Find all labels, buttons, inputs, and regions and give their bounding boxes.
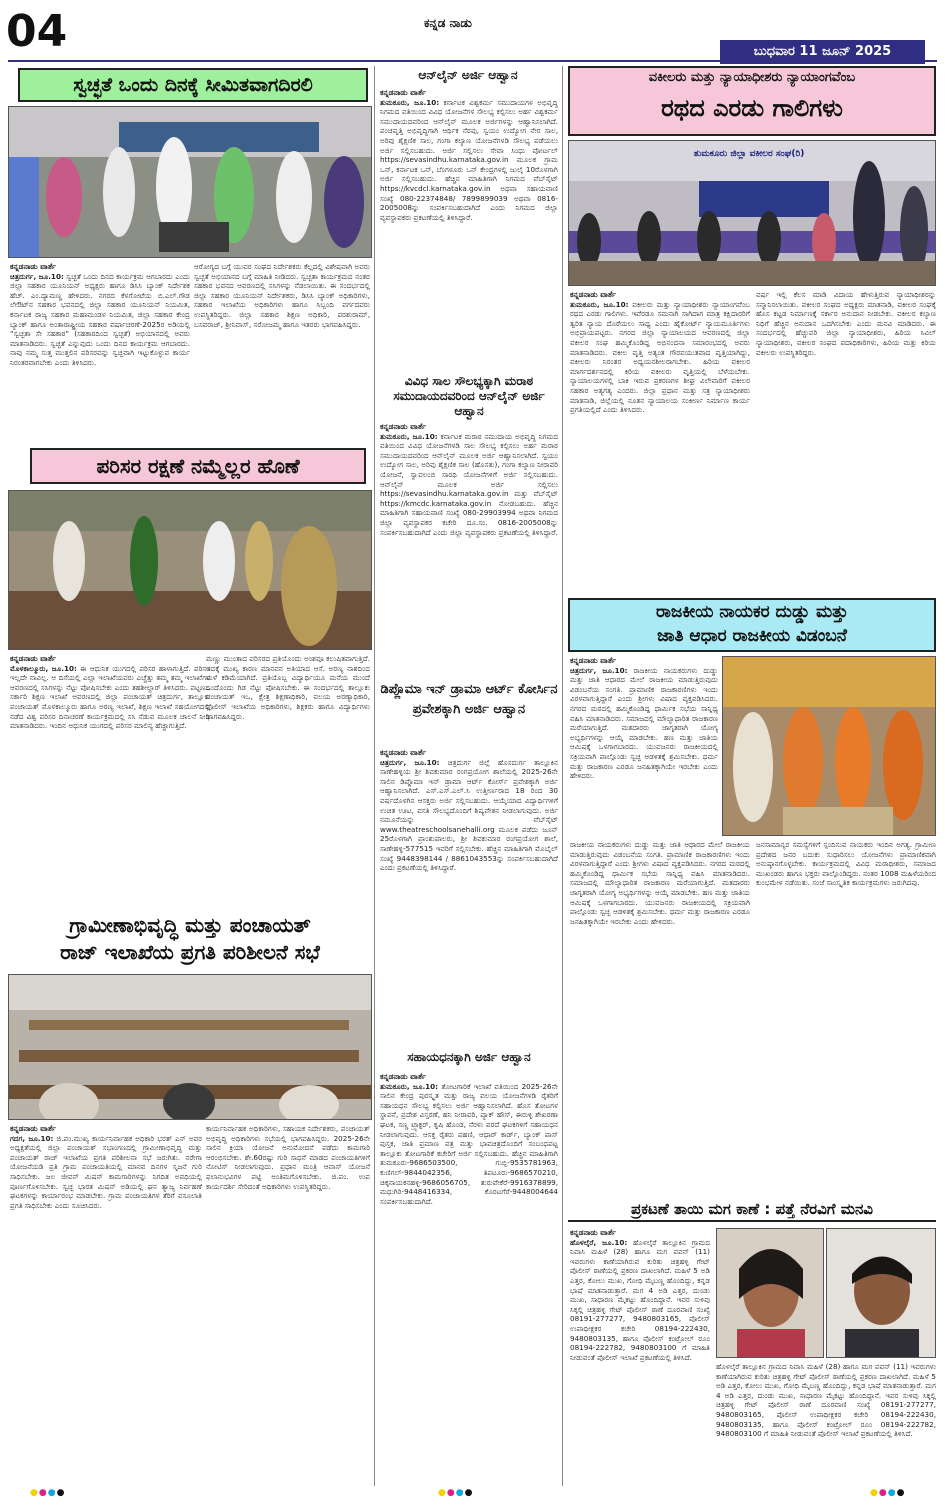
photo-vakilaru-banner: ತುಮಕೂರು ಜಿಲ್ಲಾ ವಕೀಲರ ಸಂಘ(ರಿ) — [693, 149, 805, 159]
headline-rajakiya-line1: ರಾಜಕೀಯ ನಾಯಕರ ದುಡ್ಡು ಮತ್ತು — [655, 602, 849, 622]
byline: ಕನ್ನಡನಾಡು ವಾರ್ತೆ — [570, 290, 617, 299]
issue-date: ಬುಧವಾರ 11 ಜೂನ್ 2025 — [720, 40, 925, 64]
column-divider — [374, 66, 375, 1486]
story-body-gramina-1 — [10, 1124, 202, 1464]
headline-maratha: ವಿವಿಧ ಸಾಲ ಸೌಲಭ್ಯಕ್ಕಾಗಿ ಮರಾಠ ಸಮುದಾಯದವರಿಂದ ಆನ್‌ಲೈನ್ ಅರ್ಜಿ ಆಹ್ವಾನ — [393, 374, 545, 418]
photo-vakilaru-image — [569, 141, 936, 286]
story-text: ಸ್ವಚ್ಛತೆ ಒಂದು ದಿನದ ಕಾರ್ಯಕ್ರಮ ಆಗಬಾರದು ಎಂದು ಜಿಲ್ಲಾ ಸಹಕಾರ ಯೂನಿಯನ್ ಅಧ್ಯಕ್ಷರು ಹಾಗೂ ಡಿಸಿಸಿ ಬ್ಯಾಂಕ್ ನಿರ್ದೇಶಕ ಹೆಚ್. ಎಂ.ದ್ಯಾಮಣ್ಣ ಹೇಳಿದರು. ನಗರದ ಕೆಳಗೋಟೆಯ ಬಿ.ಎಲ್.ಗೌಡ ಲೇಔಟ್‌ನ ಸಹಕಾರ ಭವನದಲ್ಲಿ ಜಿಲ್ಲಾ ಸಹಕಾರ ಯೂನಿಯನ್ ನಿಯಮಿತ, ಕರ್ನಾಟಕ ರಾಜ್ಯ ಸಹಕಾರ ಮಹಾಮಂಡಳ ನಿಯಮಿತ, ಜಿಲ್ಲಾ ಸಹಕಾರ ಕೇಂದ್ರ ಬ್ಯಾಂಕ್ ಹಾಗೂ ಅಂತಾರಾಷ್ಟ್ರೀಯ ಸಹಕಾರ ವರ್ಷಾಚರಣೆ-2025ರ ಅಡಿಯಲ್ಲಿ “ಸ್ವಚ್ಛತಾ ಸೇ ಸಹಕಾರ” (ಸಹಕಾರದಿಂದ ಸ್ವಚ್ಛತೆ) ಅಭಿಯಾನದಲ್ಲಿ ಅವರು ಮಾತನಾಡಿದರು. ಸ್ವಚ್ಛತೆ ಎನ್ನುವುದು ಒಂದು ದಿನದ ಕಾರ್ಯಕ್ರಮ ಆಗಬಾರದು. ನಾವು ನಮ್ಮ ಸುತ್ತ ಮುತ್ತಲಿನ ಪರಿಸರವನ್ನು ಸ್ವಚ್ಛವಾಗಿ ಇಟ್ಟುಕೊಳ್ಳುವ ಕಾರ್ಯ ನಿರಂತರವಾಗಬೇಕು ಎಂದು ತಿಳಿಸಿದರು. — [10, 271, 190, 367]
story-text: ತೋಟಗಾರಿಕೆ ಇಲಾಖೆ ವತಿಯಿಂದ 2025-26ನೇ ಸಾಲಿನ ಕೇಂದ್ರ ಪುರಸ್ಕೃತ ಮತ್ತು ರಾಜ್ಯ ವಲಯ ಯೋಜನೆಗಳಡಿ ರೈತರಿಗೆ ಸಹಾಯಧನ ಸೌಲಭ್ಯ ಕಲ್ಪಿಸಲು ಅರ್ಜಿ ಆಹ್ವಾನಿಸಲಾಗಿದೆ. ಹೊಸ ತೋಟಗಳ ಸ್ಥಾಪನೆ, ಪ್ರದೇಶ ವಿಸ್ತರಣೆ, ಹನಿ ನೀರಾವರಿ, ಪ್ಯಾಕ್ ಹೌಸ್, ಈರುಳ್ಳಿ ಶೇಖರಣಾ ಘಟಕ, ಸಣ್ಣ ಟ್ರ್ಯಾಕ್ಟರ್, ಕೃಷಿ ಹೊಂಡ, ನೆರಳು ಪರದೆ ಘಟಕಗಳಿಗೆ ಸಹಾಯಧನ ನೀಡಲಾಗುವುದು. ಆಸಕ್ತ ರೈತರು ಪಹಣಿ, ಆಧಾರ್ ಕಾರ್ಡ್, ಬ್ಯಾಂಕ್ ಪಾಸ್ ಪುಸ್ತಕ, ಜಾತಿ ಪ್ರಮಾಣ ಪತ್ರ ಮತ್ತು ಭಾವಚಿತ್ರದೊಂದಿಗೆ ಸಂಬಂಧಪಟ್ಟ ತಾಲ್ಲೂಕು ತೋಟಗಾರಿಕೆ ಕಚೇರಿಗೆ ಅರ್ಜಿ ಸಲ್ಲಿಸಬಹುದು. ಹೆಚ್ಚಿನ ಮಾಹಿತಿಗಾಗಿ ತುಮಕೂರು-9686503500, ಗುಬ್ಬಿ-9535781963, ಕುಣಿಗಲ್-9844042356, ತಿಪಟೂರು-9686570210, ಚಿಕ್ಕನಾಯಕನಹಳ್ಳಿ-9686056705, ತುರುವೇಕೆರೆ-9916378899, ಮಧುಗಿರಿ-9448416334, ಕೊರಟಗೆರೆ-9448004644 ಸಂಪರ್ಕಿಸಬಹುದಾಗಿದೆ. — [380, 1081, 558, 1206]
headline-gramina-line2: ರಾಜ್ ಇಲಾಖೆಯ ಪ್ರಗತಿ ಪರಿಶೀಲನೆ ಸಭೆ — [60, 940, 320, 964]
story-text: ಕರ್ನಾಟಕ ವಿಶ್ವಕರ್ಮ ಸಮುದಾಯಗಳ ಅಭಿವೃದ್ಧಿ ನಿಗಮದ ವತಿಯಿಂದ ವಿವಿಧ ಯೋಜನೆಗಳ ಸೌಲಭ್ಯ ಕಲ್ಪಿಸಲು ಅರ್ಹ ವಿಶ್ವಕರ್ಮ ಸಮುದಾಯದವರಿಂದ ಆನ್‌ಲೈನ್ ಮೂಲಕ ಅರ್ಜಿಗಳನ್ನು ಆಹ್ವಾನಿಸಲಾಗಿದೆ. ಪಂಚವೃತ್ತಿ ಅಭಿವೃದ್ಧಿಗಾಗಿ ಆರ್ಥಿಕ ನೆರವು, ಸ್ವಯಂ ಉದ್ಯೋಗ ನೇರ ಸಾಲ, ಅರಿವು ಶೈಕ್ಷಣಿಕ ಸಾಲ, ಗಂಗಾ ಕಲ್ಯಾಣ ಯೋಜನೆಗಳಡಿ ಸೌಲಭ್ಯ ಪಡೆಯಲು ಅರ್ಜಿ ಸಲ್ಲಿಸಬಹುದು. ಅರ್ಜಿ ಸಲ್ಲಿಸಲು ಸೇವಾ ಸಿಂಧು ಪೋರ್ಟಲ್ https://sevasindhu.karnataka.gov.in ಮೂಲಕ ಗ್ರಾಮ ಒನ್, ಕರ್ನಾಟಕ ಒನ್, ಬೆಂಗಳೂರು ಒನ್ ಕೇಂದ್ರಗಳಲ್ಲಿ ಜುಲೈ 10ರೊಳಗಾಗಿ ಅರ್ಜಿ ಸಲ್ಲಿಸಬಹುದು. ಹೆಚ್ಚಿನ ಮಾಹಿತಿಗಾಗಿ ನಿಗಮದ ವೆಬ್‌ಸೈಟ್ https://kvcdcl.karnataka.gov.in ಅಥವಾ ಸಹಾಯವಾಣಿ ಸಂಖ್ಯೆ 080-22374848/ 7899899039 ಅಥವಾ 0816-2005008ನ್ನು ಸಂಪರ್ಕಿಸಬಹುದಾಗಿದೆ ಎಂದು ನಿಗಮದ ಜಿಲ್ಲಾ ವ್ಯವಸ್ಥಾಪಕರು ಪ್ರಕಟಣೆಯಲ್ಲಿ ತಿಳಿಸಿದ್ದಾರೆ. — [380, 97, 558, 222]
photo-gramina — [8, 974, 372, 1120]
photo-vakilaru — [568, 140, 936, 286]
photo-missing-son — [826, 1228, 936, 1358]
photo-missing-son-image — [827, 1229, 936, 1358]
photo-swachhate-image — [9, 107, 372, 258]
column-divider — [562, 66, 563, 1486]
byline: ಕನ್ನಡನಾಡು ವಾರ್ತೆ — [10, 654, 57, 663]
headline-vakilaru-line2: ರಥದ ಎರಡು ಗಾಲಿಗಳು — [661, 94, 843, 122]
page-number: 04 — [6, 6, 68, 57]
dateline: ತುಮಕೂರು, ಜೂ.10: — [570, 299, 629, 309]
dateline: ಚಿತ್ರದುರ್ಗ, ಜೂ.10: — [570, 665, 628, 675]
photo-parisara — [8, 490, 372, 650]
story-text: ವಕೀಲರು ಮತ್ತು ನ್ಯಾಯಾಧೀಶರು ನ್ಯಾಯಾಂಗವೆಂಬ ರಥದ ಎರಡು ಗಾಲಿಗಳು. ಇವೆರಡೂ ಸಮನಾಗಿ ಸಾಗಿದಾಗ ಮಾತ್ರ ಕಕ್ಷಿದಾರರಿಗೆ ತ್ವರಿತ ನ್ಯಾಯ ದೊರೆಯಲು ಸಾಧ್ಯ ಎಂದು ಹೈಕೋರ್ಟ್ ನ್ಯಾಯಮೂರ್ತಿಗಳು ಅಭಿಪ್ರಾಯಪಟ್ಟರು. ನಗರದ ಜಿಲ್ಲಾ ನ್ಯಾಯಾಲಯದ ಆವರಣದಲ್ಲಿ ಜಿಲ್ಲಾ ವಕೀಲರ ಸಂಘ ಹಮ್ಮಿಕೊಂಡಿದ್ದ ಅಭಿನಂದನಾ ಸಮಾರಂಭದಲ್ಲಿ ಅವರು ಮಾತನಾಡಿದರು. ವಕೀಲ ವೃತ್ತಿ ಅತ್ಯಂತ ಗೌರವಯುತವಾದ ವೃತ್ತಿಯಾಗಿದ್ದು, ವಕೀಲರು ನಿರಂತರ ಅಧ್ಯಯನಶೀಲರಾಗಬೇಕು. ಹಿರಿಯ ವಕೀಲರ ಮಾರ್ಗದರ್ಶನದಲ್ಲಿ ಕಿರಿಯ ವಕೀಲರು ವೃತ್ತಿಯಲ್ಲಿ ಬೆಳೆಯಬೇಕು. ನ್ಯಾಯಾಲಯಗಳಲ್ಲಿ ಬಾಕಿ ಇರುವ ಪ್ರಕರಣಗಳ ಶೀಘ್ರ ವಿಲೇವಾರಿಗೆ ವಕೀಲರ ಸಹಕಾರ ಅತ್ಯಗತ್ಯ ಎಂದರು. ಜಿಲ್ಲಾ ಪ್ರಧಾನ ಮತ್ತು ಸತ್ರ ನ್ಯಾಯಾಧೀಶರು ಮಾತನಾಡಿ, ಜಿಲ್ಲೆಯಲ್ಲಿ ನೂತನ ನ್ಯಾಯಾಲಯ ಸಂಕೀರ್ಣ ನಿರ್ಮಾಣ ಕಾರ್ಯ ಪ್ರಗತಿಯಲ್ಲಿದೆ ಎಂದು ತಿಳಿಸಿದರು. — [570, 299, 750, 415]
headline-vakilaru-line1: ವಕೀಲರು ಮತ್ತು ನ್ಯಾಯಾಧೀಶರು ನ್ಯಾಯಾಂಗವೆಂಬ — [648, 70, 856, 85]
headline-sahayadhana: ಸಹಾಯಧನಕ್ಕಾಗಿ ಅರ್ಜಿ ಆಹ್ವಾನ — [407, 1050, 531, 1064]
story-body-diploma — [380, 748, 558, 1038]
masthead-title: ಕನ್ನಡ ನಾಡು — [424, 16, 472, 30]
dateline: ಗದಗ, ಜೂ.10: — [10, 1133, 54, 1143]
dateline: ಚಿತ್ರದುರ್ಗ, ಜೂ.10: — [10, 271, 64, 281]
story-text: ರಾಜಕೀಯ ನಾಯಕರುಗಳು ದುಡ್ಡು ಮತ್ತು ಜಾತಿ ಆಧಾರದ ಮೇಲೆ ರಾಜಕೀಯ ಮಾಡುತ್ತಿರುವುದು ವಿಡಂಬನೆಯ ಸಂಗತಿ. ಪ್ರಾಮಾಣಿಕ ರಾಜಕಾರಣಿಗಳು ಇಂದು ವಿರಳವಾಗುತ್ತಿದ್ದಾರೆ ಎಂದು ಶ್ರೀಗಳು ವಿಷಾದ ವ್ಯಕ್ತಪಡಿಸಿದರು. ನಗರದ ಮಠದಲ್ಲಿ ಹಮ್ಮಿಕೊಂಡಿದ್ದ ಧಾರ್ಮಿಕ ಸಭೆಯ ಸಾನ್ನಿಧ್ಯ ವಹಿಸಿ ಮಾತನಾಡಿದರು. ಸಮಾಜದಲ್ಲಿ ಮೌಲ್ಯಾಧಾರಿತ ರಾಜಕಾರಣ ಮರೆಯಾಗುತ್ತಿದೆ. ಮತದಾರರು ಜಾಗೃತರಾಗಿ ಯೋಗ್ಯ ಅಭ್ಯರ್ಥಿಗಳನ್ನು ಆಯ್ಕೆ ಮಾಡಬೇಕು. ಹಣ ಮತ್ತು ಜಾತಿಯ ಆಮಿಷಕ್ಕೆ ಒಳಗಾಗಬಾರದು. ಯುವಜನರು ರಾಜಕೀಯದಲ್ಲಿ ಸಕ್ರಿಯವಾಗಿ ಪಾಲ್ಗೊಂಡು ಸ್ವಚ್ಛ ಆಡಳಿತಕ್ಕೆ ಶ್ರಮಿಸಬೇಕು. ಧರ್ಮ ಮತ್ತು ರಾಜಕಾರಣ ಎರಡೂ ಜನಹಿತಕ್ಕಾಗಿಯೇ ಇರಬೇಕು ಎಂದು ಹೇಳಿದರು. — [570, 665, 718, 781]
photo-missing-mother — [716, 1228, 824, 1358]
story-body-parisara-1 — [10, 654, 210, 912]
story-body-maratha — [380, 422, 558, 672]
print-registration-dots: ●●●● — [438, 1488, 474, 1498]
story-body-prakatane — [570, 1228, 710, 1468]
story-body-online — [380, 88, 558, 358]
byline: ಕನ್ನಡನಾಡು ವಾರ್ತೆ — [570, 1228, 617, 1237]
headline-swachhate: ಸ್ವಚ್ಛತೆ ಒಂದು ದಿನಕ್ಕೆ ಸೀಮಿತವಾಗದಿರಲಿ — [18, 68, 368, 102]
dateline: ತುಮಕೂರು, ಜೂ.10: — [380, 1081, 439, 1091]
story-body-swachhate-1 — [10, 262, 190, 440]
story-body-swachhate-2: ಆರೋಗ್ಯದ ಬಗ್ಗೆ ಯುವರ ಸಂಘದ ನಿರ್ದೇಶಕರು ಕೆಲ್ಲದಲ್ಲಿ ವಿಶೇಷವಾಗಿ ಅವರು ಸ್ವಚ್ಛತೆ ಅಭಿಯಾನದ ಬಗ್ಗೆ ಮಾಹಿತಿ ನೀಡಿದರು. ಸ್ವಚ್ಛತಾ ಕಾರ್ಯಕ್ರಮದ ನಂತರ ಸಹಕಾರ ಭವನದ ಆವರಣದಲ್ಲಿ ಸಸಿಗಳನ್ನು ನೆಡಲಾಯಿತು. ಈ ಸಂದರ್ಭದಲ್ಲಿ ಜಿಲ್ಲಾ ಸಹಕಾರ ಯೂನಿಯನ್ ನಿರ್ದೇಶಕರು, ಡಿಸಿಸಿ ಬ್ಯಾಂಕ್ ಅಧಿಕಾರಿಗಳು, ಸಹಕಾರ ಇಲಾಖೆಯ ಅಧಿಕಾರಿಗಳು ಹಾಗೂ ಸಿಬ್ಬಂದಿ ವರ್ಗದವರು ಉಪಸ್ಥಿತರಿದ್ದರು. ಜಿಲ್ಲಾ ಸಹಕಾರ ಶಿಕ್ಷಣ ಅಧಿಕಾರಿ, ಪರಶುರಾಮ್, ಬಸವರಾಜ್, ಶ್ರೀನಿವಾಸ್, ಸರೋಜಮ್ಮ ಹಾಗೂ ಇತರರು ಭಾಗವಹಿಸಿದ್ದರು. — [194, 262, 370, 329]
story-body-parisara-2: ಮಣ್ಣು ಮುಂತಾದ ಪರಿಸರದ ಪ್ರತಿಯೊಂದು ಅಂಶವೂ ಕಲುಷಿತವಾಗುತ್ತಿದೆ. ಇದಕ್ಕೆ ಮುಖ್ಯ ಕಾರಣ ಮಾನವನ ಅತಿಯಾದ ಆಸೆ. ಅರಣ್ಯ ನಾಶದಿಂದ ಮಳೆ ಕಡಿಮೆಯಾಗಿದೆ. ಪ್ರತಿಯೊಬ್ಬ ವಿದ್ಯಾರ್ಥಿಯೂ ಮನೆಯ ಮುಂದೆ ಒಂದೊಂದು ಗಿಡ ನೆಟ್ಟು ಪೋಷಿಸಬೇಕು. ಈ ಸಂದರ್ಭದಲ್ಲಿ ತಾಲ್ಲೂಕು ಪಂಚಾಯತ್ ಇಒ, ಕ್ಷೇತ್ರ ಶಿಕ್ಷಣಾಧಿಕಾರಿ, ವಲಯ ಅರಣ್ಯಾಧಿಕಾರಿ, ಪೊಲೀಸ್ ಇಲಾಖೆಯ ಅಧಿಕಾರಿಗಳು, ಶಿಕ್ಷಕರು ಹಾಗೂ ವಿದ್ಯಾರ್ಥಿಗಳು ಭಾಗವಹಿಸಿದ್ದರು. — [206, 654, 370, 721]
headline-rajakiya — [568, 598, 936, 652]
headline-rajakiya-line2: ಜಾತಿ ಆಧಾರ ರಾಜಕೀಯ ವಿಡಂಬನೆ — [657, 626, 847, 646]
story-text: ಈ ಆಧುನಿಕ ಯುಗದಲ್ಲಿ ಪರಿಸರ ಹಾಳಾಗುತ್ತಿದೆ. ಪರಿಸರ ಇಲ್ಲದೇ ನಾವಿಲ್ಲ. ಆ ದಿಸೆಯಲ್ಲಿ ಎಲ್ಲಾ ಇಲಾಖೆಯವರು ಎಚ್ಚೆತ್ತು ತಮ್ಮ ತಮ್ಮ ಇಲಾಖೆಗಳ ಆವರಣದಲ್ಲಿ ಸಸಿಗಳನ್ನು ನೆಟ್ಟು ಪೋಷಿಸಬೇಕು ಎಂದು ತಹಶೀಲ್ದಾರ್ ತಿಳಿಸಿದರು. ಪಟ್ಟಣದ ಸರ್ಕಾರಿ ಶಿಕ್ಷಣ ಇಲಾಖೆ ಆವರಣದಲ್ಲಿ ಜಿಲ್ಲಾ ಪಂಚಾಯತ್ ಚಿತ್ರದುರ್ಗ, ತಾಲ್ಲೂಕು ಪಂಚಾಯತ್ ಮೊಳಕಾಲ್ಮೂರು ಹಾಗೂ ಅರಣ್ಯ ಇಲಾಖೆ, ಶಿಕ್ಷಣ ಇಲಾಖೆ ಸಹಯೋಗದಲ್ಲಿ ನಡೆದ ವಿಶ್ವ ಪರಿಸರ ದಿನಾಚರಣೆ ಕಾರ್ಯಕ್ರಮದಲ್ಲಿ ಸಸಿ ನೆಡುವ ಮೂಲಕ ಚಾಲನೆ ನೀಡಿ ಮಾತನಾಡಿದರು. ಇಂದಿನ ಆಧುನಿಕ ಯುಗದಲ್ಲಿ ಪರಿಸರ ಮಾಲಿನ್ಯ ಹೆಚ್ಚಾಗುತ್ತಿದೆ. — [10, 663, 210, 731]
photo-gramina-image — [9, 975, 372, 1120]
headline-prakatane: ಪ್ರಕಟಣೆ ತಾಯಿ ಮಗ ಕಾಣೆ : ಪತ್ತೆ ನೆರವಿಗೆ ಮನವಿ — [568, 1196, 936, 1222]
story-body-vakilaru-1 — [570, 290, 750, 590]
story-body-rajakiya-2: ರಾಜಕೀಯ ನಾಯಕರುಗಳು ದುಡ್ಡು ಮತ್ತು ಜಾತಿ ಆಧಾರದ ಮೇಲೆ ರಾಜಕೀಯ ಮಾಡುತ್ತಿರುವುದು ವಿಡಂಬನೆಯ ಸಂಗತಿ. ಪ್ರಾಮಾಣಿಕ ರಾಜಕಾರಣಿಗಳು ಇಂದು ವಿರಳವಾಗುತ್ತಿದ್ದಾರೆ ಎಂದು ಶ್ರೀಗಳು ವಿಷಾದ ವ್ಯಕ್ತಪಡಿಸಿದರು. ನಗರದ ಮಠದಲ್ಲಿ ಹಮ್ಮಿಕೊಂಡಿದ್ದ ಧಾರ್ಮಿಕ ಸಭೆಯ ಸಾನ್ನಿಧ್ಯ ವಹಿಸಿ ಮಾತನಾಡಿದರು. ಸಮಾಜದಲ್ಲಿ ಮೌಲ್ಯಾಧಾರಿತ ರಾಜಕಾರಣ ಮರೆಯಾಗುತ್ತಿದೆ. ಮತದಾರರು ಜಾಗೃತರಾಗಿ ಯೋಗ್ಯ ಅಭ್ಯರ್ಥಿಗಳನ್ನು ಆಯ್ಕೆ ಮಾಡಬೇಕು. ಹಣ ಮತ್ತು ಜಾತಿಯ ಆಮಿಷಕ್ಕೆ ಒಳಗಾಗಬಾರದು. ಯುವಜನರು ರಾಜಕೀಯದಲ್ಲಿ ಸಕ್ರಿಯವಾಗಿ ಪಾಲ್ಗೊಂಡು ಸ್ವಚ್ಛ ಆಡಳಿತಕ್ಕೆ ಶ್ರಮಿಸಬೇಕು. ಧರ್ಮ ಮತ್ತು ರಾಜಕಾರಣ ಎರಡೂ ಜನಹಿತಕ್ಕಾಗಿಯೇ ಇರಬೇಕು ಎಂದು ಹೇಳಿದರು. — [570, 840, 750, 926]
byline: ಕನ್ನಡನಾಡು ವಾರ್ತೆ — [380, 422, 427, 431]
headline-diploma: ಡಿಪ್ಲೊಮಾ ಇನ್ ಡ್ರಾಮಾ ಆರ್ಟ್ ಕೋರ್ಸಿನ ಪ್ರವೇಶಕ್ಕಾಗಿ ಅರ್ಜಿ ಆಹ್ವಾನ — [380, 682, 558, 717]
photo-parisara-image — [9, 491, 372, 650]
story-body-gramina-2: ಕಾರ್ಯನಿರ್ವಾಹಕ ಅಧಿಕಾರಿಗಳು, ಸಹಾಯಕ ನಿರ್ದೇಶಕರು, ಪಂಚಾಯತ್ ಅಭಿವೃದ್ಧಿ ಅಧಿಕಾರಿಗಳು ಸಭೆಯಲ್ಲಿ ಭಾಗವಹಿಸಿದ್ದರು. 2025-26ನೇ ಸಾಲಿನ ಕ್ರಿಯಾ ಯೋಜನೆ ಅನುಮೋದನೆ ಪಡೆದು ಕಾಮಗಾರಿ ಆರಂಭಿಸಬೇಕು. ಶೇ.60ರಷ್ಟು ಗುರಿ ಸಾಧನೆ ಮಾಡದ ಪಂಚಾಯತಿಗಳಿಗೆ ನೋಟಿಸ್ ನೀಡಲಾಗುವುದು. ಪ್ರಧಾನ ಮಂತ್ರಿ ಆವಾಸ್ ಯೋಜನೆ ಫಲಾನುಭವಿಗಳ ಪಟ್ಟಿ ಅಂತಿಮಗೊಳಿಸಬೇಕು. ಜಿ.ಪಂ. ಉಪ ಕಾರ್ಯದರ್ಶಿ ಸೇರಿದಂತೆ ಅಧಿಕಾರಿಗಳು ಉಪಸ್ಥಿತರಿದ್ದರು. — [206, 1124, 370, 1191]
story-body-vakilaru-2: ವರ್ಷ ಇಲ್ಲಿ ಕೆಲಸ ಮಾಡಿ ವಿದಾಯ ಹೇಳುತ್ತಿರುವ ನ್ಯಾಯಾಧೀಶರನ್ನು ಸನ್ಮಾನಿಸಲಾಯಿತು. ವಕೀಲರ ಸಂಘದ ಅಧ್ಯಕ್ಷರು ಮಾತನಾಡಿ, ವಕೀಲರ ಸಂಘಕ್ಕೆ ಹೊಸ ಕಟ್ಟಡ ನಿರ್ಮಾಣಕ್ಕೆ ಸರ್ಕಾರ ಅನುದಾನ ನೀಡಬೇಕು. ವಕೀಲರ ಕಲ್ಯಾಣ ನಿಧಿಗೆ ಹೆಚ್ಚಿನ ಅನುದಾನ ಒದಗಿಸಬೇಕು ಎಂದು ಮನವಿ ಮಾಡಿದರು. ಈ ಸಂದರ್ಭದಲ್ಲಿ ಹೆಚ್ಚುವರಿ ಜಿಲ್ಲಾ ನ್ಯಾಯಾಧೀಶರು, ಹಿರಿಯ ಸಿವಿಲ್ ನ್ಯಾಯಾಧೀಶರು, ವಕೀಲರ ಸಂಘದ ಪದಾಧಿಕಾರಿಗಳು, ಹಿರಿಯ ಮತ್ತು ಕಿರಿಯ ವಕೀಲರು ಉಪಸ್ಥಿತರಿದ್ದರು. — [756, 290, 936, 357]
byline: ಕನ್ನಡನಾಡು ವಾರ್ತೆ — [380, 88, 427, 97]
dateline: ಚಿತ್ರದುರ್ಗ, ಜೂ.10: — [380, 757, 440, 767]
photo-rajakiya — [722, 656, 936, 836]
story-text: ಚಿತ್ರದುರ್ಗ ಜಿಲ್ಲೆ ಹೊಸದುರ್ಗ ತಾಲ್ಲೂಕಿನ ಸಾಣೇಹಳ್ಳಿಯ ಶ್ರೀ ಶಿವಕುಮಾರ ರಂಗಪ್ರಯೋಗ ಶಾಲೆಯಲ್ಲಿ 2025-26ನೇ ಸಾಲಿನ ಡಿಪ್ಲೊಮಾ ಇನ್ ಡ್ರಾಮಾ ಆರ್ಟ್ ಕೋರ್ಸ್ ಪ್ರವೇಶಕ್ಕಾಗಿ ಅರ್ಜಿ ಆಹ್ವಾನಿಸಲಾಗಿದೆ. ಎಸ್.ಎಸ್.ಎಲ್.ಸಿ ಉತ್ತೀರ್ಣರಾದ 18 ರಿಂದ 30 ವರ್ಷದೊಳಗಿನ ಆಸಕ್ತರು ಅರ್ಜಿ ಸಲ್ಲಿಸಬಹುದು. ಆಯ್ಕೆಯಾದ ವಿದ್ಯಾರ್ಥಿಗಳಿಗೆ ಉಚಿತ ಊಟ, ವಸತಿ ಸೌಲಭ್ಯದೊಂದಿಗೆ ಶಿಷ್ಯವೇತನ ನೀಡಲಾಗುವುದು. ಅರ್ಜಿ ನಮೂನೆಯನ್ನು ವೆಬ್‌ಸೈಟ್ www.theatreschoolsanehalli.org ಮೂಲಕ ಪಡೆದು ಜೂನ್ 25ರೊಳಗಾಗಿ ಪ್ರಾಂಶುಪಾಲರು, ಶ್ರೀ ಶಿವಕುಮಾರ ರಂಗಪ್ರಯೋಗ ಶಾಲೆ, ಸಾಣೇಹಳ್ಳಿ-577515 ಇವರಿಗೆ ಸಲ್ಲಿಸಬೇಕು. ಹೆಚ್ಚಿನ ಮಾಹಿತಿಗಾಗಿ ಮೊಬೈಲ್ ಸಂಖ್ಯೆ 9448398144 / 8861043553ನ್ನು ಸಂಪರ್ಕಿಸಬಹುದಾಗಿದೆ ಎಂದು ಪ್ರಕಟಣೆಯಲ್ಲಿ ತಿಳಿಸಿದ್ದಾರೆ. — [380, 757, 558, 873]
story-text: ಜಿ.ಪಂ.ಮುಖ್ಯ ಕಾರ್ಯನಿರ್ವಾಹಕ ಅಧಿಕಾರಿ ಭರತ್ ಎಸ್ ಅವರ ಅಧ್ಯಕ್ಷತೆಯಲ್ಲಿ ಜಿಲ್ಲಾ ಪಂಚಾಯತ್ ಸಭಾಂಗಣದಲ್ಲಿ ಗ್ರಾಮೀಣಾಭಿವೃದ್ಧಿ ಮತ್ತು ಪಂಚಾಯತ್ ರಾಜ್ ಇಲಾಖೆಯ ಪ್ರಗತಿ ಪರಿಶೀಲನಾ ಸಭೆ ಜರುಗಿತು. ನರೇಗಾ ಯೋಜನೆಯಡಿ ಪ್ರತಿ ಗ್ರಾಮ ಪಂಚಾಯತಿಯಲ್ಲಿ ಮಾನವ ದಿನಗಳ ಸೃಜನೆ ಗುರಿ ಸಾಧಿಸಬೇಕು. ಜಲ ಜೀವನ್ ಮಿಷನ್ ಕಾಮಗಾರಿಗಳನ್ನು ನಿಗದಿತ ಅವಧಿಯಲ್ಲಿ ಪೂರ್ಣಗೊಳಿಸಬೇಕು. ಸ್ವಚ್ಛ ಭಾರತ ಮಿಷನ್ ಅಡಿಯಲ್ಲಿ ಘನ ತ್ಯಾಜ್ಯ ನಿರ್ವಹಣೆ ಘಟಕಗಳನ್ನು ಕಾರ್ಯಾರಂಭ ಮಾಡಬೇಕು. ಗ್ರಾಮ ಪಂಚಾಯತಿಗಳ ತೆರಿಗೆ ವಸೂಲಾತಿ ಪ್ರಗತಿ ಸಾಧಿಸಬೇಕು ಎಂದು ಸೂಚಿಸಿದರು. — [10, 1133, 202, 1210]
byline: ಕನ್ನಡನಾಡು ವಾರ್ತೆ — [10, 1124, 57, 1133]
print-registration-dots: ●●●● — [30, 1488, 66, 1498]
story-body-prakatane-contact: ಹೊಳಲ್ಕೆರೆ ತಾಲ್ಲೂಕಿನ ಗ್ರಾಮದ ನಿವಾಸಿ ಮಹಿಳೆ (28) ಹಾಗೂ ಮಗ ಪವನ್ (11) ಇವರುಗಳು ಕಾಣೆಯಾಗಿರುವ ಕುರಿತು ಚಿತ್ರಹಳ್ಳಿ ಗೇಟ್ ಪೊಲೀಸ್ ಠಾಣೆಯಲ್ಲಿ ಪ್ರಕರಣ ದಾಖಲಾಗಿದೆ. ಮಹಿಳೆ 5 ಅಡಿ ಎತ್ತರ, ಕೋಲು ಮುಖ, ಗೋಧಿ ಮೈಬಣ್ಣ ಹೊಂದಿದ್ದು, ಕನ್ನಡ ಭಾಷೆ ಮಾತನಾಡುತ್ತಾರೆ. ಮಗ 4 ಅಡಿ ಎತ್ತರ, ದುಂಡು ಮುಖ, ಸಾಧಾರಣ ಮೈಕಟ್ಟು ಹೊಂದಿದ್ದಾನೆ. ಇವರ ಸುಳಿವು ಸಿಕ್ಕಲ್ಲಿ ಚಿತ್ರಹಳ್ಳಿ ಗೇಟ್ ಪೊಲೀಸ್ ಠಾಣೆ ದೂರವಾಣಿ ಸಂಖ್ಯೆ 08191-277277, 9480803165, ಪೊಲೀಸ್ ಉಪಾಧೀಕ್ಷಕರ ಕಚೇರಿ 08194-222430, 9480803135, ಹಾಗೂ ಪೊಲೀಸ್ ಕಂಟ್ರೋಲ್ ರೂಂ 08194-222782, 9480803100 ಗೆ ಮಾಹಿತಿ ನೀಡುವಂತೆ ಪೊಲೀಸ್ ಇಲಾಖೆ ಪ್ರಕಟಣೆಯಲ್ಲಿ ತಿಳಿಸಿದೆ. — [716, 1362, 936, 1439]
photo-rajakiya-image — [723, 657, 936, 836]
headline-parisara: ಪರಿಸರ ರಕ್ಷಣೆ ನಮ್ಮೆಲ್ಲರ ಹೊಣೆ — [30, 448, 366, 484]
header-rule — [8, 60, 937, 62]
dateline: ಹೊಳಲ್ಕೆರೆ, ಜೂ.10: — [570, 1237, 628, 1247]
headline-gramina-line1: ಗ್ರಾಮೀಣಾಭಿವೃದ್ಧಿ ಮತ್ತು ಪಂಚಾಯತ್ — [69, 913, 311, 937]
byline: ಕನ್ನಡನಾಡು ವಾರ್ತೆ — [380, 1072, 427, 1081]
story-text: ಹೊಳಲ್ಕೆರೆ ತಾಲ್ಲೂಕಿನ ಗ್ರಾಮದ ನಿವಾಸಿ ಮಹಿಳೆ (28) ಹಾಗೂ ಮಗ ಪವನ್ (11) ಇವರುಗಳು ಕಾಣೆಯಾಗಿರುವ ಕುರಿತು ಚಿತ್ರಹಳ್ಳಿ ಗೇಟ್ ಪೊಲೀಸ್ ಠಾಣೆಯಲ್ಲಿ ಪ್ರಕರಣ ದಾಖಲಾಗಿದೆ. ಮಹಿಳೆ 5 ಅಡಿ ಎತ್ತರ, ಕೋಲು ಮುಖ, ಗೋಧಿ ಮೈಬಣ್ಣ ಹೊಂದಿದ್ದು, ಕನ್ನಡ ಭಾಷೆ ಮಾತನಾಡುತ್ತಾರೆ. ಮಗ 4 ಅಡಿ ಎತ್ತರ, ದುಂಡು ಮುಖ, ಸಾಧಾರಣ ಮೈಕಟ್ಟು ಹೊಂದಿದ್ದಾನೆ. ಇವರ ಸುಳಿವು ಸಿಕ್ಕಲ್ಲಿ ಚಿತ್ರಹಳ್ಳಿ ಗೇಟ್ ಪೊಲೀಸ್ ಠಾಣೆ ದೂರವಾಣಿ ಸಂಖ್ಯೆ 08191-277277, 9480803165, ಪೊಲೀಸ್ ಉಪಾಧೀಕ್ಷಕರ ಕಚೇರಿ 08194-222430, 9480803135, ಹಾಗೂ ಪೊಲೀಸ್ ಕಂಟ್ರೋಲ್ ರೂಂ 08194-222782, 9480803100 ಗೆ ಮಾಹಿತಿ ನೀಡುವಂತೆ ಪೊಲೀಸ್ ಇಲಾಖೆ ಪ್ರಕಟಣೆಯಲ್ಲಿ ತಿಳಿಸಿದೆ. — [570, 1237, 710, 1362]
headline-online: ಆನ್‌ಲೈನ್ ಅರ್ಜಿ ಆಹ್ವಾನ — [418, 68, 518, 82]
dateline: ತುಮಕೂರು, ಜೂ.10: — [380, 97, 440, 107]
photo-missing-mother-image — [717, 1229, 824, 1358]
byline: ಕನ್ನಡನಾಡು ವಾರ್ತೆ — [10, 262, 57, 271]
print-registration-dots: ●●●● — [870, 1488, 906, 1498]
dateline: ತುಮಕೂರು, ಜೂ.10: — [380, 431, 438, 441]
byline: ಕನ್ನಡನಾಡು ವಾರ್ತೆ — [570, 656, 617, 665]
headline-gramina — [10, 912, 370, 968]
photo-swachhate — [8, 106, 372, 258]
story-text: ಕರ್ನಾಟಕ ಮರಾಠ ಸಮುದಾಯ ಅಭಿವೃದ್ಧಿ ನಿಗಮದ ವತಿಯಿಂದ ವಿವಿಧ ಯೋಜನೆಗಳಡಿ ಸಾಲ ಸೌಲಭ್ಯ ಕಲ್ಪಿಸಲು ಅರ್ಹ ಮರಾಠ ಸಮುದಾಯದವರಿಂದ ಆನ್‌ಲೈನ್ ಮೂಲಕ ಅರ್ಜಿ ಆಹ್ವಾನಿಸಲಾಗಿದೆ. ಸ್ವಯಂ ಉದ್ಯೋಗ ಸಾಲ, ಅರಿವು ಶೈಕ್ಷಣಿಕ ಸಾಲ (ಹೊಸತು), ಗಂಗಾ ಕಲ್ಯಾಣ ನೀರಾವರಿ ಯೋಜನೆ, ಸ್ವಾವಲಂಬಿ ಸಾರಥಿ ಯೋಜನೆಗಳಿಗೆ ಅರ್ಜಿ ಸಲ್ಲಿಸಬಹುದು. ಆನ್‌ಲೈನ್ ಮೂಲಕ ಅರ್ಜಿ ಸಲ್ಲಿಸಲು https://sevasindhu.karnataka.gov.in ಮತ್ತು ವೆಬ್‌ಸೈಟ್ https://kmcdc.karnataka.gov.in ನೋಡಬಹುದು. ಹೆಚ್ಚಿನ ಮಾಹಿತಿಗಾಗಿ ಸಹಾಯವಾಣಿ ಸಂಖ್ಯೆ 080-29903994 ಅಥವಾ ನಿಗಮದ ಜಿಲ್ಲಾ ವ್ಯವಸ್ಥಾಪಕರ ಕಚೇರಿ ದೂ.ಸಂ. 0816-2005008ನ್ನು ಸಂಪರ್ಕಿಸಬಹುದಾಗಿದೆ ಎಂದು ಜಿಲ್ಲಾ ವ್ಯವಸ್ಥಾಪಕರು ಪ್ರಕಟಣೆಯಲ್ಲಿ ತಿಳಿಸಿದ್ದಾರೆ. — [380, 431, 558, 537]
dateline: ಮೊಳಕಾಲ್ಮೂರು, ಜೂ.10: — [10, 663, 77, 673]
story-body-sahayadhana — [380, 1072, 558, 1464]
story-body-rajakiya-3: ಜನಸಾಮಾನ್ಯರ ಸಮಸ್ಯೆಗಳಿಗೆ ಸ್ಪಂದಿಸುವ ನಾಯಕರು ಇಂದಿನ ಅಗತ್ಯ. ಗ್ರಾಮೀಣ ಪ್ರದೇಶದ ಜನರ ಬದುಕು ಸುಧಾರಿಸಲು ಯೋಜನೆಗಳು ಪ್ರಾಮಾಣಿಕವಾಗಿ ಅನುಷ್ಠಾನಗೊಳ್ಳಬೇಕು. ಕಾರ್ಯಕ್ರಮದಲ್ಲಿ ವಿವಿಧ ಮಠಾಧೀಶರು, ಸಮಾಜದ ಮುಖಂಡರು ಹಾಗೂ ಭಕ್ತರು ಪಾಲ್ಗೊಂಡಿದ್ದರು. ನಂತರ 1008 ಮಹಿಳೆಯರಿಂದ ಕುಂಭಮೇಳ ನಡೆಯಿತು. ಸಂಜೆ ಸಾಂಸ್ಕೃತಿಕ ಕಾರ್ಯಕ್ರಮಗಳು ಜರುಗಿದವು. — [756, 840, 936, 888]
headline-vakilaru — [568, 66, 936, 136]
byline: ಕನ್ನಡನಾಡು ವಾರ್ತೆ — [380, 748, 427, 757]
story-body-rajakiya-1 — [570, 656, 718, 836]
